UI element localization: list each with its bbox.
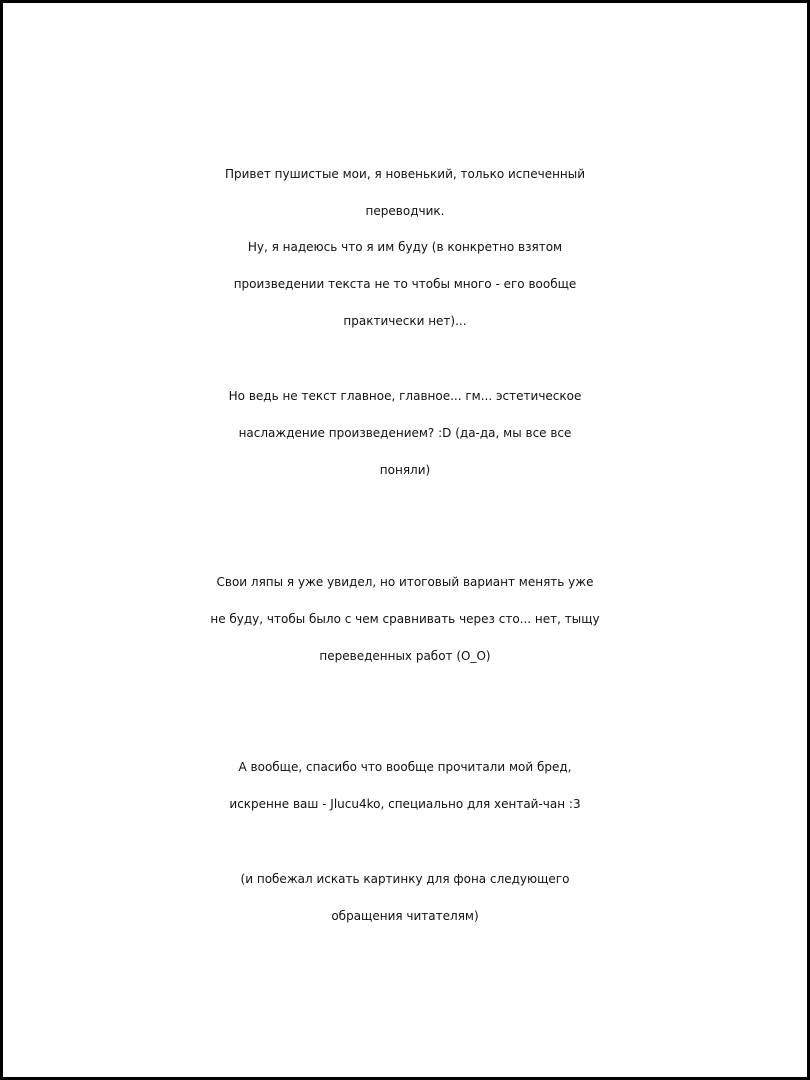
paragraph-2-line-3: поняли) xyxy=(379,463,431,477)
paragraph-3-line-2: не буду, чтобы было с чем сравнивать через сто... нет, тыщу xyxy=(210,612,600,626)
paragraph-5-line-1: (и побежал искать картинку для фона следующего xyxy=(240,872,570,886)
paragraph-2-line-2: наслаждение произведением? :D (да-да, мы все все xyxy=(238,426,572,440)
paragraph-3-line-3: переведенных работ (O_O) xyxy=(319,649,491,663)
paragraph-1-line-5: практически нет)... xyxy=(343,314,467,328)
paragraph-4-line-2: искренне ваш - Jlucu4ko, специально для хентай-чан :3 xyxy=(229,797,581,811)
paragraph-3-line-1: Свои ляпы я уже увидел, но итоговый вариант менять уже xyxy=(216,575,594,589)
paragraph-1-line-1: Привет пушистые мои, я новенький, только испеченный xyxy=(224,167,586,181)
paragraph-1-line-3: Ну, я надеюсь что я им буду (в конкретно взятом xyxy=(247,240,563,254)
paragraph-1-line-4: произведении текста не то чтобы много - его вообще xyxy=(233,277,577,291)
paragraph-2-line-1: Но ведь не текст главное, главное... гм... эстетическое xyxy=(228,389,582,403)
paragraph-1-line-2: переводчик. xyxy=(365,204,445,218)
paragraph-4-line-1: А вообще, спасибо что вообще прочитали мой бред, xyxy=(238,760,572,774)
paragraph-5-line-2: обращения читателям) xyxy=(331,909,479,923)
